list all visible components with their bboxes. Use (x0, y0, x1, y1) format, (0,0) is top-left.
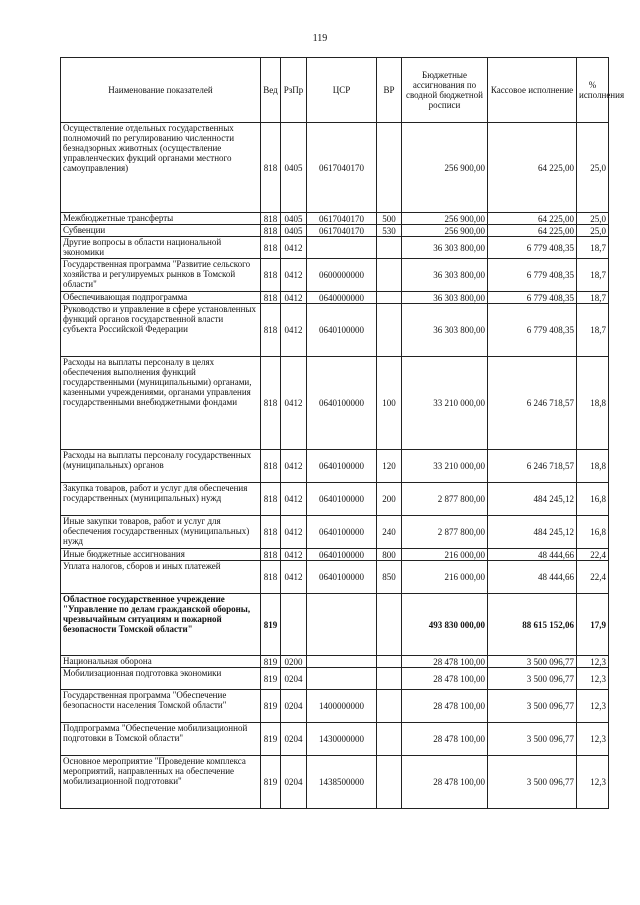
cell-rzpr: 0204 (281, 668, 307, 690)
table-row (61, 756, 609, 809)
cell-pct: 12,3 (577, 656, 609, 668)
cell-budget: 28 478 100,00 (402, 656, 488, 668)
table-row (61, 483, 609, 516)
cell-vr (377, 292, 402, 304)
cell-budget: 2 877 800,00 (402, 516, 488, 549)
table-row (61, 516, 609, 549)
cell-cash: 6 246 718,57 (488, 450, 577, 483)
cell-cash: 3 500 096,77 (488, 690, 577, 723)
cell-ved: 819 (261, 668, 281, 690)
header-cash: Кассовое исполнение (488, 58, 577, 123)
cell-name: Мобилизационная подготовка экономики (61, 668, 261, 690)
cell-csr: 1438500000 (307, 756, 377, 809)
cell-ved: 819 (261, 656, 281, 668)
cell-csr (307, 594, 377, 656)
cell-cash: 88 615 152,06 (488, 594, 577, 656)
cell-ved: 818 (261, 225, 281, 237)
table-row (61, 213, 609, 225)
cell-cash: 48 444,66 (488, 561, 577, 594)
table-row (61, 225, 609, 237)
cell-ved: 819 (261, 690, 281, 723)
cell-csr: 0640000000 (307, 292, 377, 304)
cell-pct: 12,3 (577, 668, 609, 690)
cell-ved: 818 (261, 304, 281, 357)
cell-rzpr: 0412 (281, 237, 307, 259)
cell-csr: 0640100000 (307, 561, 377, 594)
cell-ved: 818 (261, 516, 281, 549)
table-row (61, 561, 609, 594)
cell-name: Руководство и управление в сфере установленных функций органов государственной власти субъекта Российской Федерации (61, 304, 261, 357)
cell-budget: 493 830 000,00 (402, 594, 488, 656)
cell-budget: 28 478 100,00 (402, 668, 488, 690)
cell-cash: 6 246 718,57 (488, 357, 577, 450)
cell-csr: 0617040170 (307, 213, 377, 225)
cell-cash: 3 500 096,77 (488, 723, 577, 756)
cell-cash: 3 500 096,77 (488, 668, 577, 690)
cell-vr: 200 (377, 483, 402, 516)
cell-rzpr: 0412 (281, 450, 307, 483)
cell-cash: 6 779 408,35 (488, 292, 577, 304)
cell-vr (377, 723, 402, 756)
cell-ved: 819 (261, 594, 281, 656)
cell-vr: 800 (377, 549, 402, 561)
cell-pct: 17,9 (577, 594, 609, 656)
cell-pct: 18,8 (577, 357, 609, 450)
cell-csr (307, 656, 377, 668)
cell-budget: 216 000,00 (402, 561, 488, 594)
cell-ved: 818 (261, 237, 281, 259)
cell-rzpr: 0412 (281, 549, 307, 561)
cell-pct: 16,8 (577, 483, 609, 516)
cell-pct: 12,3 (577, 690, 609, 723)
cell-csr: 0617040170 (307, 225, 377, 237)
cell-cash: 48 444,66 (488, 549, 577, 561)
cell-rzpr: 0405 (281, 225, 307, 237)
cell-pct: 16,8 (577, 516, 609, 549)
cell-rzpr: 0405 (281, 213, 307, 225)
cell-name: Межбюджетные трансферты (61, 213, 261, 225)
cell-ved: 819 (261, 723, 281, 756)
cell-budget: 36 303 800,00 (402, 259, 488, 292)
table-row (61, 450, 609, 483)
cell-budget: 28 478 100,00 (402, 756, 488, 809)
cell-ved: 819 (261, 756, 281, 809)
cell-cash: 3 500 096,77 (488, 656, 577, 668)
cell-vr (377, 123, 402, 213)
cell-csr: 0640100000 (307, 357, 377, 450)
cell-name: Субвенции (61, 225, 261, 237)
header-pct: % исполнения (577, 58, 609, 123)
cell-cash: 484 245,12 (488, 483, 577, 516)
cell-vr (377, 668, 402, 690)
cell-rzpr: 0204 (281, 690, 307, 723)
cell-cash: 64 225,00 (488, 225, 577, 237)
cell-name: Основное мероприятие "Проведение комплекса мероприятий, направленных на обеспечение мобилизационной подготовки" (61, 756, 261, 809)
cell-ved: 818 (261, 483, 281, 516)
cell-pct: 18,8 (577, 450, 609, 483)
cell-cash: 64 225,00 (488, 123, 577, 213)
cell-name: Осуществление отдельных государственных полномочий по регулированию численности безнадзорных животных (осуществление управленческих фукций органами местного самоуправления) (61, 123, 261, 213)
table-header-row (61, 58, 609, 123)
cell-name: Национальная оборона (61, 656, 261, 668)
cell-name: Иные бюджетные ассигнования (61, 549, 261, 561)
cell-vr (377, 690, 402, 723)
cell-ved: 818 (261, 357, 281, 450)
cell-budget: 28 478 100,00 (402, 690, 488, 723)
cell-pct: 25,0 (577, 225, 609, 237)
cell-budget: 256 900,00 (402, 225, 488, 237)
page-number: 119 (312, 33, 328, 44)
table-row (61, 723, 609, 756)
cell-rzpr: 0204 (281, 756, 307, 809)
table-row (61, 304, 609, 357)
table-row (61, 357, 609, 450)
cell-csr: 1430000000 (307, 723, 377, 756)
cell-csr: 1400000000 (307, 690, 377, 723)
cell-cash: 6 779 408,35 (488, 237, 577, 259)
cell-ved: 818 (261, 213, 281, 225)
table-row (61, 594, 609, 656)
cell-cash: 3 500 096,77 (488, 756, 577, 809)
budget-table (60, 57, 625, 809)
cell-name: Расходы на выплаты персоналу государственных (муниципальных) органов (61, 450, 261, 483)
cell-cash: 6 779 408,35 (488, 304, 577, 357)
cell-csr: 0640100000 (307, 483, 377, 516)
cell-name: Иные закупки товаров, работ и услуг для обеспечения государственных (муниципальных) нужд (61, 516, 261, 549)
cell-pct: 25,0 (577, 123, 609, 213)
cell-pct: 18,7 (577, 237, 609, 259)
cell-rzpr: 0412 (281, 304, 307, 357)
table-row (61, 292, 609, 304)
cell-budget: 2 877 800,00 (402, 483, 488, 516)
cell-rzpr: 0412 (281, 292, 307, 304)
cell-vr: 100 (377, 357, 402, 450)
table-row (61, 656, 609, 668)
header-csr: ЦСР (307, 58, 377, 123)
cell-vr: 850 (377, 561, 402, 594)
cell-budget: 36 303 800,00 (402, 237, 488, 259)
cell-name: Государственная программа "Обеспечение безопасности населения Томской области" (61, 690, 261, 723)
cell-pct: 22,4 (577, 561, 609, 594)
cell-name: Уплата налогов, сборов и иных платежей (61, 561, 261, 594)
cell-cash: 484 245,12 (488, 516, 577, 549)
cell-budget: 256 900,00 (402, 213, 488, 225)
cell-budget: 28 478 100,00 (402, 723, 488, 756)
cell-budget: 36 303 800,00 (402, 292, 488, 304)
cell-pct: 12,3 (577, 723, 609, 756)
cell-vr (377, 756, 402, 809)
cell-budget: 36 303 800,00 (402, 304, 488, 357)
cell-budget: 33 210 000,00 (402, 450, 488, 483)
cell-pct: 22,4 (577, 549, 609, 561)
cell-rzpr: 0204 (281, 723, 307, 756)
cell-ved: 818 (261, 259, 281, 292)
cell-vr (377, 656, 402, 668)
cell-pct: 18,7 (577, 304, 609, 357)
header-vr: ВР (377, 58, 402, 123)
cell-cash: 64 225,00 (488, 213, 577, 225)
table-row (61, 123, 609, 213)
cell-name: Закупка товаров, работ и услуг для обеспечения государственных (муниципальных) нужд (61, 483, 261, 516)
header-rzpr: РзПр (281, 58, 307, 123)
cell-rzpr: 0200 (281, 656, 307, 668)
cell-rzpr: 0412 (281, 483, 307, 516)
cell-csr (307, 237, 377, 259)
table-row (61, 668, 609, 690)
cell-rzpr: 0412 (281, 516, 307, 549)
cell-rzpr (281, 594, 307, 656)
cell-budget: 216 000,00 (402, 549, 488, 561)
table-body (61, 123, 609, 809)
cell-budget: 256 900,00 (402, 123, 488, 213)
header-ved: Вед (261, 58, 281, 123)
cell-vr (377, 237, 402, 259)
cell-csr: 0640100000 (307, 549, 377, 561)
cell-name: Областное государственное учреждение "Управление по делам гражданской обороны, чрезвычайным ситуациям и пожарной безопасности Томской области" (61, 594, 261, 656)
cell-csr: 0640100000 (307, 516, 377, 549)
cell-rzpr: 0412 (281, 357, 307, 450)
cell-ved: 818 (261, 450, 281, 483)
cell-vr (377, 594, 402, 656)
cell-csr: 0640100000 (307, 304, 377, 357)
cell-vr (377, 259, 402, 292)
cell-cash: 6 779 408,35 (488, 259, 577, 292)
cell-csr (307, 668, 377, 690)
cell-vr (377, 304, 402, 357)
table-row (61, 237, 609, 259)
cell-csr: 0640100000 (307, 450, 377, 483)
cell-vr: 530 (377, 225, 402, 237)
cell-ved: 818 (261, 123, 281, 213)
cell-rzpr: 0412 (281, 561, 307, 594)
table-row (61, 549, 609, 561)
cell-budget: 33 210 000,00 (402, 357, 488, 450)
table-row (61, 690, 609, 723)
cell-ved: 818 (261, 549, 281, 561)
cell-pct: 18,7 (577, 259, 609, 292)
cell-pct: 25,0 (577, 213, 609, 225)
cell-ved: 818 (261, 292, 281, 304)
cell-vr: 120 (377, 450, 402, 483)
cell-name: Обеспечивающая подпрограмма (61, 292, 261, 304)
cell-name: Другие вопросы в области национальной экономики (61, 237, 261, 259)
cell-csr: 0617040170 (307, 123, 377, 213)
cell-name: Государственная программа "Развитие сельского хозяйства и регулируемых рынков в Томской области" (61, 259, 261, 292)
cell-csr: 0600000000 (307, 259, 377, 292)
cell-vr: 500 (377, 213, 402, 225)
cell-pct: 18,7 (577, 292, 609, 304)
cell-name: Подпрограмма "Обеспечение мобилизационной подготовки в Томской области" (61, 723, 261, 756)
header-name: Наименование показателей (61, 58, 261, 123)
header-budget: Бюджетные ассигнования по сводной бюджетной росписи (402, 58, 488, 123)
cell-vr: 240 (377, 516, 402, 549)
cell-rzpr: 0405 (281, 123, 307, 213)
table-row (61, 259, 609, 292)
cell-ved: 818 (261, 561, 281, 594)
cell-rzpr: 0412 (281, 259, 307, 292)
cell-name: Расходы на выплаты персоналу в целях обеспечения выполнения функций государственными (муниципальными) органами, казенными учреждениями, органами управления государственными внебюджетными фондами (61, 357, 261, 450)
cell-pct: 12,3 (577, 756, 609, 809)
